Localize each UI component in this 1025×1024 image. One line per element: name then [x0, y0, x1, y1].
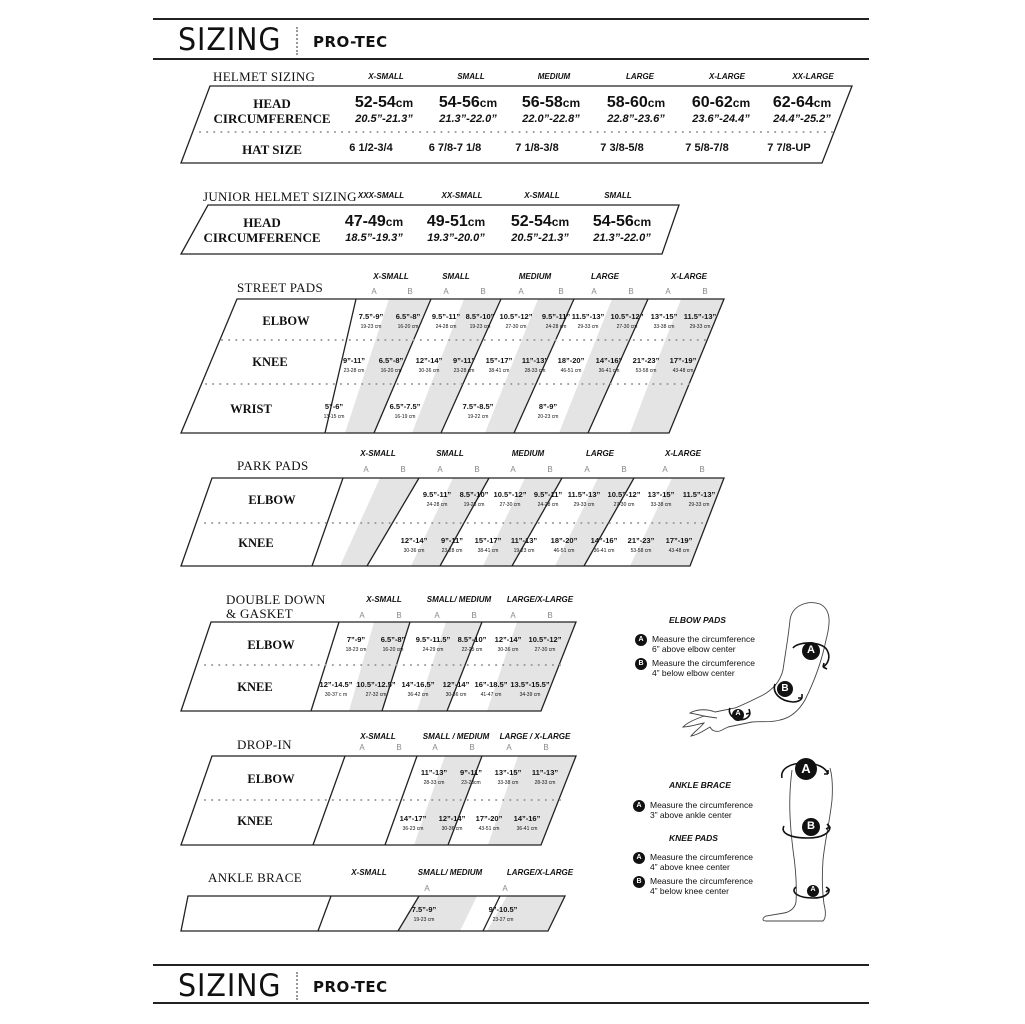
helmet-size-header: XX-LARGE: [792, 72, 834, 81]
col-a: A: [371, 287, 377, 296]
col-a: A: [584, 465, 590, 474]
inch-value: 22.0”-22.8”: [522, 113, 580, 125]
col-b: B: [558, 287, 564, 296]
helmet-row-label: [212, 96, 332, 126]
arm-badge-a: A: [807, 644, 815, 656]
cm-value: 54-56cm: [438, 94, 498, 111]
inch-value: 21.3”-22.0”: [593, 232, 651, 244]
cm-value: 47-49cm: [344, 213, 404, 230]
ankle-section-title: ANKLE BRACE: [208, 870, 302, 885]
park-size-header: SMALL: [436, 449, 464, 458]
street-elbow-cell: 10.5”-12” 27-30 cm: [499, 312, 533, 330]
helmet-cell: [509, 94, 593, 126]
dropin-elbow-cell: 13”-15” 33-38 cm: [494, 768, 522, 786]
knee-guide-a: [633, 852, 753, 872]
street-knee-cell: 11”-13” 28-33 cm: [521, 356, 549, 374]
doubledown-row-label: KNEE: [237, 680, 273, 694]
label-line: HEAD: [243, 215, 281, 230]
doubledown-knee-cell: 13.5”-15.5” 34-39 cm: [510, 680, 550, 698]
inch-value: 19.3”-20.0”: [427, 232, 485, 244]
col-b: B: [469, 743, 475, 752]
junior-cell: [332, 213, 416, 245]
guide-text: 4” above knee center: [650, 862, 730, 872]
street-wrist-cell: 5”-6” 13-15 cm: [323, 402, 345, 420]
street-row-label: ELBOW: [262, 314, 310, 328]
brand-logo: PRO-TEC: [313, 33, 388, 51]
junior-row-label: [202, 215, 322, 245]
junior-size-header: XX-SMALL: [441, 191, 483, 200]
col-a: A: [359, 611, 365, 620]
col-a: A: [665, 287, 671, 296]
street-wrist-cell: 6.5”-7.5” 16-19 cm: [389, 402, 421, 420]
hat-size-cell: 7 7/8-UP: [767, 142, 811, 154]
helmet-section-title: HELMET SIZING: [213, 69, 316, 84]
street-elbow-cell: 8.5”-10” 19-23 cm: [465, 312, 495, 330]
street-knee-cell: 12”-14” 30-36 cm: [415, 356, 443, 374]
street-elbow-cell: 11.5”-13” 29-33 cm: [683, 312, 717, 330]
col-a: A: [443, 287, 449, 296]
ankle-size-header: LARGE/X-LARGE: [506, 868, 574, 877]
street-row-label: WRIST: [230, 402, 272, 416]
hat-size-cell: 7 1/8-3/8: [515, 142, 559, 154]
col-a: A: [434, 611, 440, 620]
junior-size-header: X-SMALL: [524, 191, 560, 200]
cm-value: 58-60cm: [606, 94, 666, 111]
col-b: B: [480, 287, 486, 296]
badge-b-icon: B: [633, 876, 645, 888]
guide-text: Measure the circumference: [652, 634, 755, 644]
cm-value: 62-64cm: [772, 94, 832, 111]
guide-text: 3” above ankle center: [650, 810, 732, 820]
cm-value: 52-54cm: [354, 94, 414, 111]
street-knee-cell: 15”-17” 38-41 cm: [485, 356, 513, 374]
inch-value: 21.3”-22.0”: [439, 113, 497, 125]
hat-size-cell: 7 5/8-7/8: [685, 142, 729, 154]
park-section-title: PARK PADS: [237, 458, 309, 473]
badge-a-icon: A: [633, 852, 645, 864]
helmet-size-header: LARGE: [626, 72, 654, 81]
col-b: B: [547, 611, 553, 620]
dropin-row-label: KNEE: [237, 814, 273, 828]
cm-value: 54-56cm: [592, 213, 652, 230]
title-line: DOUBLE DOWN: [226, 592, 326, 607]
street-row-label: KNEE: [252, 355, 288, 369]
inch-value: 18.5”-19.3”: [345, 232, 403, 244]
col-b: B: [474, 465, 480, 474]
guide-text: 6” above elbow center: [652, 644, 736, 654]
street-elbow-cell: 9.5”-11” 24-28 cm: [541, 312, 571, 330]
guide-text: 4” below knee center: [650, 886, 729, 896]
street-wrist-cell: 7.5”-8.5” 19-22 cm: [462, 402, 494, 420]
ankle-size-header: X-SMALL: [351, 868, 387, 877]
doubledown-elbow-cell: 8.5”-10” 22-25 cm: [457, 635, 487, 653]
elbow-guide-b: [635, 658, 755, 678]
footer-logo: PRO-TEC: [313, 978, 388, 996]
junior-cell: [498, 213, 582, 245]
street-knee-cell: 6.5”-8” 16-20 cm: [378, 356, 404, 374]
doubledown-size-header: SMALL/ MEDIUM: [426, 595, 492, 604]
inch-value: 20.5”-21.3”: [511, 232, 569, 244]
doubledown-knee-cell: 16”-18.5” 41-47 cm: [474, 680, 508, 698]
park-knee-cell: 12”-14” 30-36 cm: [400, 536, 428, 554]
col-a: A: [359, 743, 365, 752]
cm-value: 56-58cm: [521, 94, 581, 111]
col-a: A: [591, 287, 597, 296]
park-size-header: X-SMALL: [360, 449, 396, 458]
helmet-size-header: X-LARGE: [709, 72, 745, 81]
ankle-guide-a: [633, 800, 753, 820]
doubledown-knee-cell: 12”-14.5” 30-37 c m: [319, 680, 353, 698]
street-elbow-cell: 11.5”-13” 29-33 cm: [571, 312, 605, 330]
park-knee-cell: 21”-23” 53-58 cm: [627, 536, 655, 554]
street-elbow-cell: 10.5”-12” 27-30 cm: [610, 312, 644, 330]
helmet-cell: [760, 94, 844, 126]
inch-value: 23.6”-24.4”: [692, 113, 750, 125]
knee-guide-b: [633, 876, 753, 896]
helmet-size-header: SMALL: [457, 72, 485, 81]
col-a: A: [506, 743, 512, 752]
park-elbow-cell: 10.5”-12” 27-30 cm: [607, 490, 641, 508]
helmet-cell: [594, 94, 678, 126]
inch-value: 24.4”-25.2”: [773, 113, 831, 125]
park-elbow-cell: 9.5”-11” 24-28 cm: [422, 490, 452, 508]
park-knee-cell: 17”-19” 43-48 cm: [665, 536, 693, 554]
ankle-guide-title: ANKLE BRACE: [669, 780, 731, 790]
inch-value: 20.5”-21.3”: [355, 113, 413, 125]
col-a: A: [363, 465, 369, 474]
page-title: SIZING: [178, 22, 282, 58]
street-elbow-cell: 6.5”-8” 16-20 cm: [395, 312, 421, 330]
ankle-cell: 7.5”-9” 19-23 cm: [411, 905, 437, 923]
doubledown-size-header: X-SMALL: [366, 595, 402, 604]
wrist-badge-a: A: [735, 710, 741, 717]
street-section-title: STREET PADS: [237, 280, 324, 295]
park-size-header: LARGE: [586, 449, 614, 458]
street-knee-cell: 14”-16” 36-41 cm: [595, 356, 623, 374]
street-size-header: SMALL: [442, 272, 470, 281]
elbow-guide-a: [635, 634, 755, 654]
col-a: A: [437, 465, 443, 474]
doubledown-elbow-cell: 9.5”-11.5” 24-29 cm: [415, 635, 451, 653]
dropin-size-header: SMALL / MEDIUM: [422, 732, 490, 741]
col-b: B: [400, 465, 406, 474]
label-line: CIRCUMFERENCE: [203, 230, 321, 245]
ankle-size-header: SMALL/ MEDIUM: [417, 868, 483, 877]
street-elbow-cell: 9.5”-11” 24-28 cm: [431, 312, 461, 330]
park-elbow-cell: 11.5”-13” 29-33 cm: [567, 490, 601, 508]
dropin-elbow-cell: 11”-13” 28-33 cm: [420, 768, 448, 786]
doubledown-elbow-cell: 6.5”-8” 16-20 cm: [380, 635, 406, 653]
hat-size-label: HAT SIZE: [242, 142, 302, 157]
col-b: B: [628, 287, 634, 296]
col-b: B: [702, 287, 708, 296]
doubledown-size-header: LARGE/X-LARGE: [506, 595, 574, 604]
col-a: A: [662, 465, 668, 474]
guide-text: Measure the circumference: [650, 852, 753, 862]
street-size-header: MEDIUM: [518, 272, 552, 281]
ankle-cell: 9”-10.5” 23-27 cm: [488, 905, 518, 923]
doubledown-section-title: [226, 593, 326, 621]
park-knee-cell: 9”-11” 23-28 cm: [440, 536, 464, 554]
street-knee-cell: 9”-11” 23-28 cm: [452, 356, 476, 374]
street-size-header: X-LARGE: [671, 272, 707, 281]
park-knee-cell: 11”-13” 19-23 cm: [510, 536, 538, 554]
dropin-section-title: DROP-IN: [237, 737, 292, 752]
dropin-knee-cell: 14”-16” 36-41 cm: [513, 814, 541, 832]
doubledown-knee-cell: 12”-14” 30-36 cm: [442, 680, 470, 698]
street-size-header: LARGE: [591, 272, 619, 281]
park-knee-cell: 18”-20” 46-51 cm: [550, 536, 578, 554]
footer-title: SIZING: [178, 968, 282, 1004]
col-b: B: [396, 743, 402, 752]
guide-text: Measure the circumference: [650, 800, 753, 810]
col-a: A: [510, 465, 516, 474]
arm-badge-b: B: [781, 683, 789, 694]
street-size-header: X-SMALL: [373, 272, 409, 281]
dropin-elbow-cell: 11”-13” 28-33 cm: [531, 768, 559, 786]
junior-cell: [414, 213, 498, 245]
dropin-size-header: LARGE / X-LARGE: [499, 732, 571, 741]
junior-size-header: XXX-SMALL: [357, 191, 405, 200]
col-b: B: [471, 611, 477, 620]
col-b: B: [396, 611, 402, 620]
junior-size-header: SMALL: [604, 191, 632, 200]
col-b: B: [547, 465, 553, 474]
guide-text: Measure the circumference: [650, 876, 753, 886]
street-knee-cell: 18”-20” 46-51 cm: [557, 356, 585, 374]
park-row-label: ELBOW: [248, 493, 296, 507]
doubledown-row-label: ELBOW: [247, 638, 295, 652]
helmet-size-header: MEDIUM: [537, 72, 571, 81]
helmet-cell: [426, 94, 510, 126]
doubledown-elbow-cell: 10.5”-12” 27-30 cm: [528, 635, 562, 653]
col-a: A: [502, 884, 508, 893]
dropin-elbow-cell: 9”-11” 23-28cm: [459, 768, 483, 786]
title-line: & GASKET: [226, 606, 294, 621]
badge-b-icon: B: [635, 658, 647, 670]
street-wrist-cell: 8”-9” 20-23 cm: [537, 402, 559, 420]
col-b: B: [621, 465, 627, 474]
dropin-size-header: X-SMALL: [360, 732, 396, 741]
helmet-cell: [342, 94, 426, 126]
badge-a-icon: A: [635, 634, 647, 646]
badge-a-icon: A: [633, 800, 645, 812]
park-elbow-cell: 11.5”-13” 29-33 cm: [682, 490, 716, 508]
hat-size-cell: 6 7/8-7 1/8: [428, 142, 482, 154]
street-knee-cell: 21”-23” 53-58 cm: [632, 356, 660, 374]
dropin-row-label: ELBOW: [247, 772, 295, 786]
col-a: A: [432, 743, 438, 752]
label-line: HEAD: [253, 96, 291, 111]
park-elbow-cell: 9.5”-11” 24-28 cm: [533, 490, 563, 508]
park-row-label: KNEE: [238, 536, 274, 550]
park-knee-cell: 15”-17” 38-41 cm: [474, 536, 502, 554]
park-knee-cell: 14”-16” 36-41 cm: [590, 536, 618, 554]
col-a: A: [424, 884, 430, 893]
park-size-header: X-LARGE: [665, 449, 701, 458]
col-b: B: [407, 287, 413, 296]
ankle-badge-a: A: [810, 886, 816, 893]
junior-section-title: JUNIOR HELMET SIZING: [203, 189, 357, 204]
cm-value: 60-62cm: [691, 94, 751, 111]
elbow-guide-title: ELBOW PADS: [669, 615, 726, 625]
street-elbow-cell: 13”-15” 33-38 cm: [650, 312, 678, 330]
guide-text: 4” below elbow center: [652, 668, 735, 678]
cm-value: 52-54cm: [510, 213, 570, 230]
col-b: B: [699, 465, 705, 474]
junior-cell: [580, 213, 664, 245]
label-line: CIRCUMFERENCE: [213, 111, 331, 126]
leg-badge-a: A: [801, 761, 811, 776]
hat-size-cell: 6 1/2-3/4: [349, 142, 393, 154]
knee-guide-title: KNEE PADS: [669, 833, 718, 843]
park-size-header: MEDIUM: [511, 449, 545, 458]
dropin-knee-cell: 14”-17” 36-23 cm: [399, 814, 427, 832]
dropin-knee-cell: 12”-14” 30-36 cm: [438, 814, 466, 832]
doubledown-elbow-cell: 12”-14” 30-36 cm: [494, 635, 522, 653]
park-elbow-cell: 10.5”-12” 27-30 cm: [493, 490, 527, 508]
dropin-knee-cell: 17”-20” 43-51 cm: [475, 814, 503, 832]
col-a: A: [510, 611, 516, 620]
cm-value: 49-51cm: [426, 213, 486, 230]
guide-text: Measure the circumference: [652, 658, 755, 668]
doubledown-elbow-cell: 7”-9” 18-23 cm: [345, 635, 367, 653]
leg-badge-b: B: [807, 820, 815, 832]
col-b: B: [543, 743, 549, 752]
helmet-cell: [679, 94, 763, 126]
helmet-size-header: X-SMALL: [368, 72, 404, 81]
park-elbow-cell: 13”-15” 33-38 cm: [647, 490, 675, 508]
street-knee-cell: 17”-19” 43-48 cm: [669, 356, 697, 374]
leg-illustration: [763, 768, 832, 921]
doubledown-knee-cell: 10.5”-12.5” 27-32 cm: [356, 680, 396, 698]
col-a: A: [518, 287, 524, 296]
street-elbow-cell: 7.5”-9” 19-23 cm: [358, 312, 384, 330]
doubledown-knee-cell: 14”-16.5” 36-42 cm: [401, 680, 435, 698]
park-elbow-cell: 8.5”-10” 19-23 cm: [459, 490, 489, 508]
inch-value: 22.8”-23.6”: [607, 113, 665, 125]
street-knee-cell: 9”-11” 23-28 cm: [342, 356, 366, 374]
hat-size-cell: 7 3/8-5/8: [600, 142, 644, 154]
